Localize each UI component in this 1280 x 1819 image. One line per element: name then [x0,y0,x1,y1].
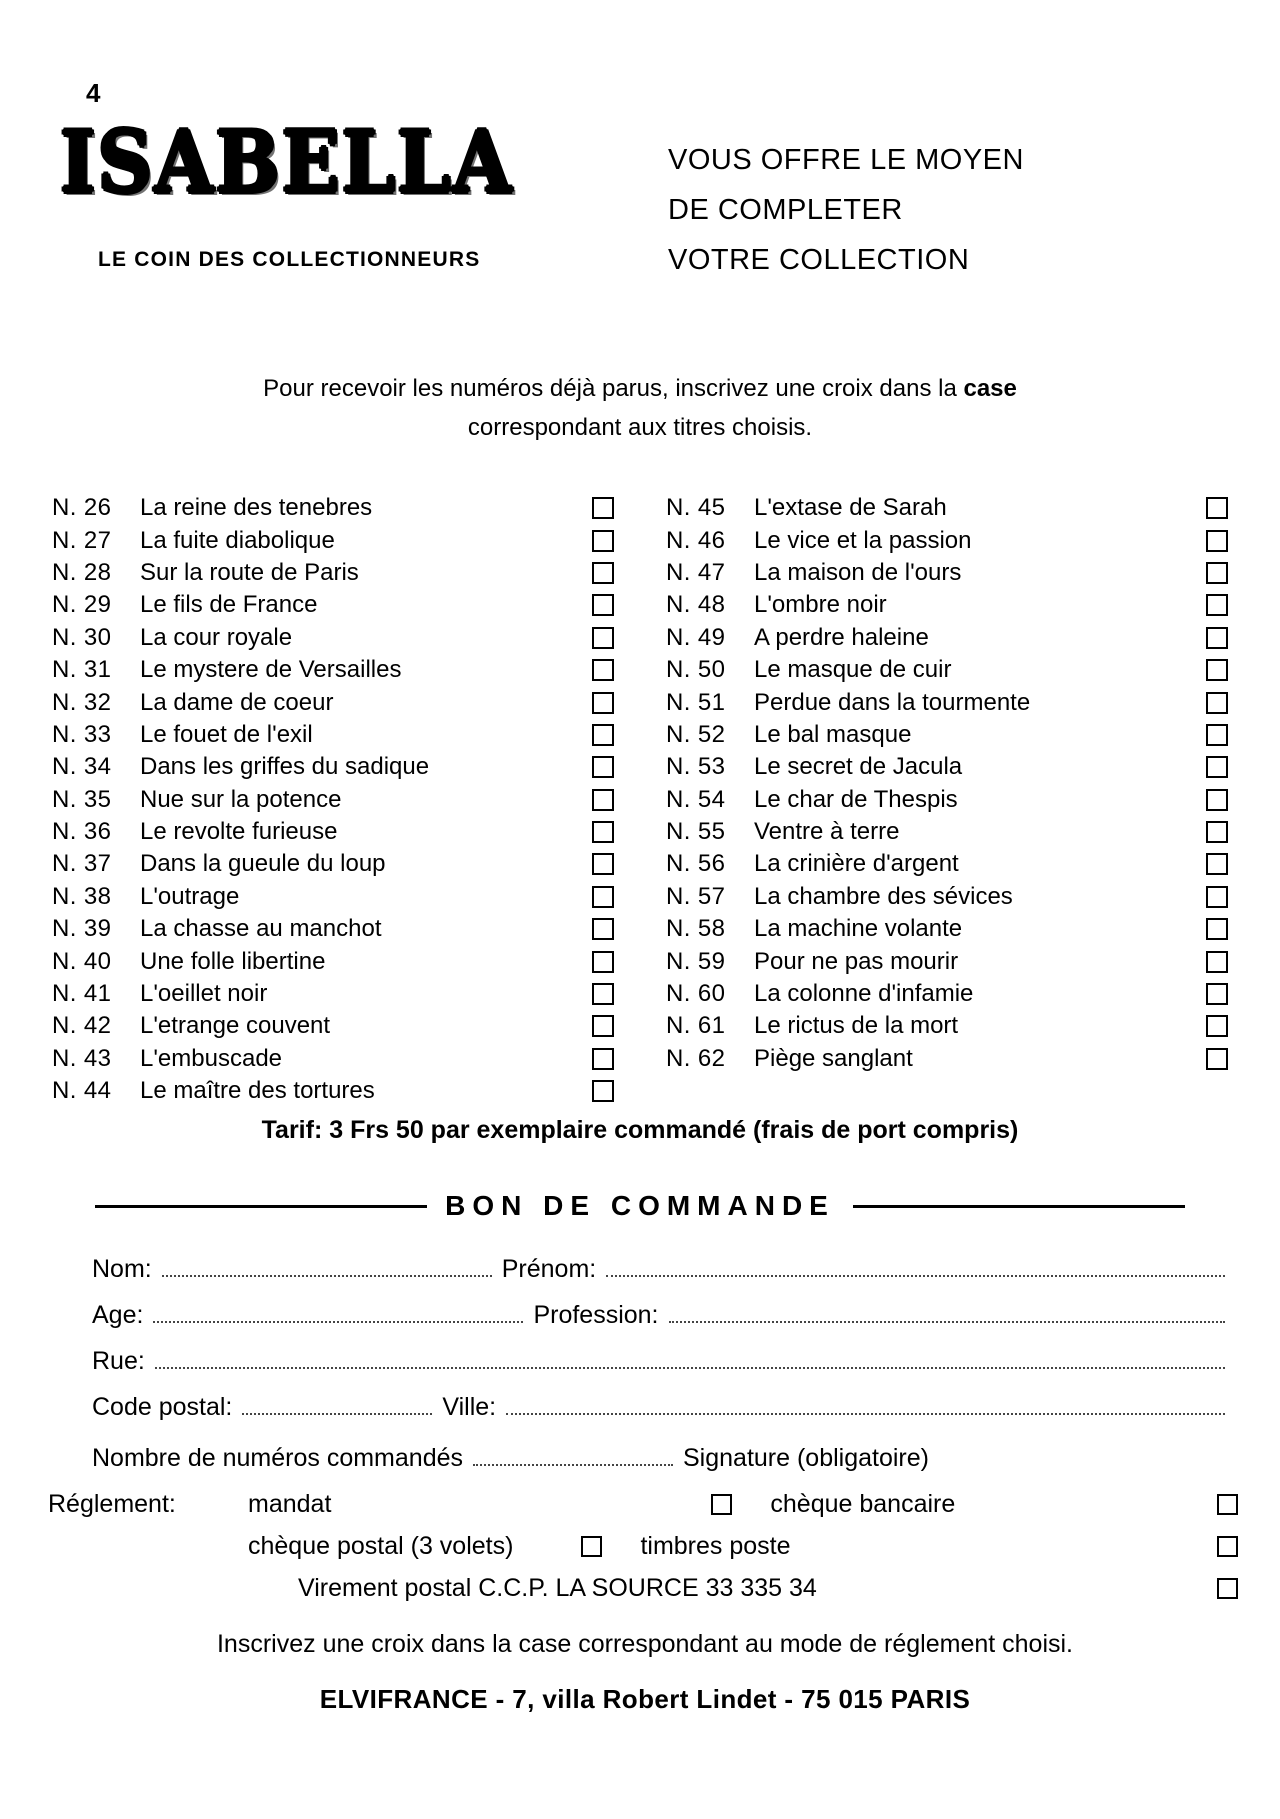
issue-title: Piège sanglant [754,1044,913,1072]
issue-number: N. 28 [52,558,112,586]
issue-checkbox[interactable] [1206,789,1228,811]
virement-checkbox[interactable] [1217,1578,1238,1599]
list-item [52,881,614,913]
list-item [52,816,614,848]
issue-number: N. 45 [666,494,726,522]
issue-title: Le fils de France [140,591,318,619]
issue-checkbox[interactable] [1206,1048,1228,1070]
list-item [52,686,614,718]
issue-title: La chambre des sévices [754,882,1013,910]
nombre-input[interactable] [473,1446,673,1466]
issue-checkbox[interactable] [592,659,614,681]
issue-number: N. 43 [52,1044,112,1072]
offer-line-1: VOUS OFFRE LE MOYEN [668,144,1024,176]
issue-title: La cour royale [140,623,293,651]
issue-number: N. 35 [52,785,112,813]
list-item [666,816,1228,848]
issue-checkbox[interactable] [592,789,614,811]
issue-number: N. 30 [52,623,112,651]
instructions-case-word: case [963,375,1017,402]
issue-title: L'etrange couvent [140,1012,331,1040]
issue-checkbox[interactable] [592,1048,614,1070]
issue-title: Perdue dans la tourmente [754,688,1031,716]
list-item [666,784,1228,816]
ville-label: Ville: [442,1393,497,1421]
list-item [52,589,614,621]
age-input[interactable] [153,1303,523,1323]
issue-checkbox[interactable] [592,951,614,973]
issue-number: N. 46 [666,526,726,554]
issue-checkbox[interactable] [1206,530,1228,552]
issue-title: L'ombre noir [754,591,887,619]
issue-title: Le mystere de Versailles [140,656,402,684]
cheque-bancaire-label: chèque bancaire [770,1489,956,1518]
masthead [60,112,580,272]
issue-checkbox[interactable] [1206,821,1228,843]
issue-number: N. 32 [52,688,112,716]
list-item [666,719,1228,751]
list-item [666,524,1228,556]
heading-rule-left [95,1205,427,1208]
prenom-input[interactable] [606,1257,1225,1277]
form-row-quantity-signature [50,1444,1235,1473]
issue-number: N. 55 [666,818,726,846]
issue-checkbox[interactable] [592,724,614,746]
issue-checkbox[interactable] [1206,627,1228,649]
issue-title: Le fouet de l'exil [140,720,313,748]
list-item [52,654,614,686]
form-row-street [50,1347,1235,1376]
issue-title: Nue sur la potence [140,785,342,813]
issue-title: A perdre haleine [754,623,929,651]
payment-row-1 [48,1483,1238,1525]
issue-checkbox[interactable] [592,594,614,616]
mandat-label: mandat [248,1489,332,1518]
issue-number: N. 58 [666,915,726,943]
issue-number: N. 61 [666,1012,726,1040]
issue-title: Pour ne pas mourir [754,947,959,975]
prenom-label: Prénom: [501,1255,597,1283]
issue-checkbox[interactable] [592,627,614,649]
list-item [666,557,1228,589]
list-item [666,622,1228,654]
issue-number: N. 53 [666,753,726,781]
issue-title: La machine volante [754,915,963,943]
virement-label: Virement postal C.C.P. LA SOURCE 33 335 34 [298,1573,817,1602]
list-item [52,1010,614,1042]
issue-checkbox[interactable] [1206,594,1228,616]
list-item [52,848,614,880]
issue-checkbox[interactable] [592,821,614,843]
list-item [666,945,1228,977]
list-item [666,978,1228,1010]
issue-title: Le masque de cuir [754,656,952,684]
issue-title: Une folle libertine [140,947,326,975]
issue-checkbox[interactable] [1206,659,1228,681]
rue-label: Rue: [92,1347,145,1375]
issue-list-left-column [52,492,614,1107]
issue-number: N. 51 [666,688,726,716]
issue-checkbox[interactable] [592,1015,614,1037]
issue-number: N. 48 [666,591,726,619]
issue-checkbox[interactable] [1206,853,1228,875]
issue-title: Le maître des tortures [140,1077,375,1105]
issue-title: Le bal masque [754,720,912,748]
nom-input[interactable] [162,1257,492,1277]
list-item [52,622,614,654]
issue-checkbox[interactable] [592,886,614,908]
isabella-logo: ISABELLA [60,112,514,212]
profession-label: Profession: [533,1301,659,1329]
signature-label: Signature (obligatoire) [683,1444,929,1472]
issue-list-right-column [666,492,1228,1107]
issue-number: N. 38 [52,882,112,910]
issue-title: La dame de coeur [140,688,334,716]
nom-label: Nom: [92,1255,152,1283]
instructions [60,370,1220,448]
offer-line-2: DE COMPLETER [668,193,903,226]
issue-list [52,492,1228,1107]
list-item [52,978,614,1010]
issue-number: N. 50 [666,656,726,684]
cheque-postal-checkbox[interactable] [581,1536,602,1557]
timbres-poste-checkbox[interactable] [1217,1536,1238,1557]
nombre-label: Nombre de numéros commandés [92,1444,463,1472]
issue-checkbox[interactable] [1206,692,1228,714]
timbres-poste-label: timbres poste [640,1531,791,1560]
issue-title: L'extase de Sarah [754,494,947,522]
heading-rule-right [853,1205,1185,1208]
list-item [52,524,614,556]
list-item [52,492,614,524]
issue-checkbox[interactable] [592,918,614,940]
issue-checkbox[interactable] [592,562,614,584]
list-item [666,492,1228,524]
issue-number: N. 41 [52,980,112,1008]
issue-number: N. 44 [52,1077,112,1105]
list-item [666,654,1228,686]
issue-checkbox[interactable] [1206,497,1228,519]
profession-input[interactable] [669,1303,1226,1323]
ville-input[interactable] [506,1395,1225,1415]
cheque-postal-label: chèque postal (3 volets) [248,1531,514,1560]
issue-title: La colonne d'infamie [754,980,974,1008]
list-item [666,881,1228,913]
offer-line-3: VOTRE COLLECTION [668,243,970,276]
issue-title: La maison de l'ours [754,558,962,586]
issue-number: N. 56 [666,850,726,878]
issue-number: N. 36 [52,818,112,846]
issue-number: N. 42 [52,1012,112,1040]
issue-title: La reine des tenebres [140,494,373,522]
code-postal-label: Code postal: [92,1393,233,1421]
instructions-line-1 [60,370,1220,409]
issue-checkbox[interactable] [1206,1015,1228,1037]
payment-row-3 [48,1567,1238,1609]
form-row-name [50,1255,1235,1284]
issue-number: N. 49 [666,623,726,651]
form-row-age [50,1301,1235,1330]
issue-title: Sur la route de Paris [140,558,359,586]
issue-title: La fuite diabolique [140,526,335,554]
list-item [52,557,614,589]
issue-number: N. 57 [666,882,726,910]
issue-checkbox[interactable] [1206,562,1228,584]
instructions-line-2: correspondant aux titres choisis. [467,413,813,441]
list-item [666,686,1228,718]
page-number: 4 [86,78,101,108]
list-item [52,784,614,816]
issue-title: La crinière d'argent [754,850,959,878]
order-form-fields [50,1255,1235,1487]
publisher-address: ELVIFRANCE - 7, villa Robert Lindet - 75 015 PARIS [319,1684,971,1714]
list-item [666,913,1228,945]
issue-checkbox[interactable] [592,692,614,714]
payment-row-2 [48,1525,1238,1567]
issue-checkbox[interactable] [1206,983,1228,1005]
issue-checkbox[interactable] [1206,886,1228,908]
issue-number: N. 26 [52,494,112,522]
issue-title: L'embuscade [140,1044,283,1072]
code-postal-input[interactable] [242,1395,432,1415]
issue-title: L'oeillet noir [140,980,268,1008]
issue-checkbox[interactable] [1206,918,1228,940]
list-item [666,848,1228,880]
collectors-corner-heading: LE COIN DES COLLECTIONNEURS [98,248,481,271]
issue-title: Le revolte furieuse [140,818,338,846]
issue-number: N. 47 [666,558,726,586]
issue-number: N. 27 [52,526,112,554]
issue-number: N. 59 [666,947,726,975]
issue-checkbox[interactable] [1206,756,1228,778]
instructions-line-1-text: Pour recevoir les numéros déjà parus, inscrivez une croix dans la [263,375,964,402]
issue-checkbox[interactable] [1206,951,1228,973]
age-label: Age: [92,1301,144,1329]
issue-number: N. 29 [52,591,112,619]
issue-number: N. 54 [666,785,726,813]
mandat-checkbox[interactable] [711,1494,732,1515]
issue-checkbox[interactable] [592,756,614,778]
issue-checkbox[interactable] [592,1080,614,1102]
issue-title: La chasse au manchot [140,915,382,943]
issue-number: N. 39 [52,915,112,943]
list-item [666,589,1228,621]
list-item [666,751,1228,783]
reglement-label: Réglement: [48,1489,176,1518]
issue-checkbox[interactable] [1206,724,1228,746]
list-item [52,1043,614,1075]
rue-input[interactable] [155,1349,1225,1369]
form-row-city [50,1393,1235,1422]
issue-title: Le char de Thespis [754,785,958,813]
cheque-bancaire-checkbox[interactable] [1217,1494,1238,1515]
issue-checkbox[interactable] [592,983,614,1005]
issue-title: Le rictus de la mort [754,1012,959,1040]
list-item [666,1010,1228,1042]
list-item [52,945,614,977]
list-item [52,751,614,783]
issue-number: N. 52 [666,720,726,748]
issue-number: N. 60 [666,980,726,1008]
list-item [52,719,614,751]
issue-number: N. 33 [52,720,112,748]
issue-checkbox[interactable] [592,530,614,552]
offer-text [668,136,1024,286]
issue-title: Ventre à terre [754,818,900,846]
issue-number: N. 31 [52,656,112,684]
issue-title: Le vice et la passion [754,526,972,554]
order-form-heading [95,1190,1185,1222]
order-form-heading-label: BON DE COMMANDE [445,1190,835,1221]
issue-title: L'outrage [140,882,240,910]
issue-checkbox[interactable] [592,853,614,875]
list-item [666,1043,1228,1075]
list-item [52,913,614,945]
tarif-line: Tarif: 3 Frs 50 par exemplaire commandé (frais de port compris) [261,1116,1019,1144]
issue-title: Dans la gueule du loup [140,850,386,878]
list-item [52,1075,614,1107]
issue-title: Dans les griffes du sadique [140,753,430,781]
issue-title: Le secret de Jacula [754,753,963,781]
issue-number: N. 62 [666,1044,726,1072]
payment-instructions: Inscrivez une croix dans la case correspondant au mode de réglement choisi. [216,1630,1074,1658]
issue-number: N. 40 [52,947,112,975]
payment-section [48,1483,1238,1609]
issue-number: N. 37 [52,850,112,878]
issue-number: N. 34 [52,753,112,781]
issue-checkbox[interactable] [592,497,614,519]
